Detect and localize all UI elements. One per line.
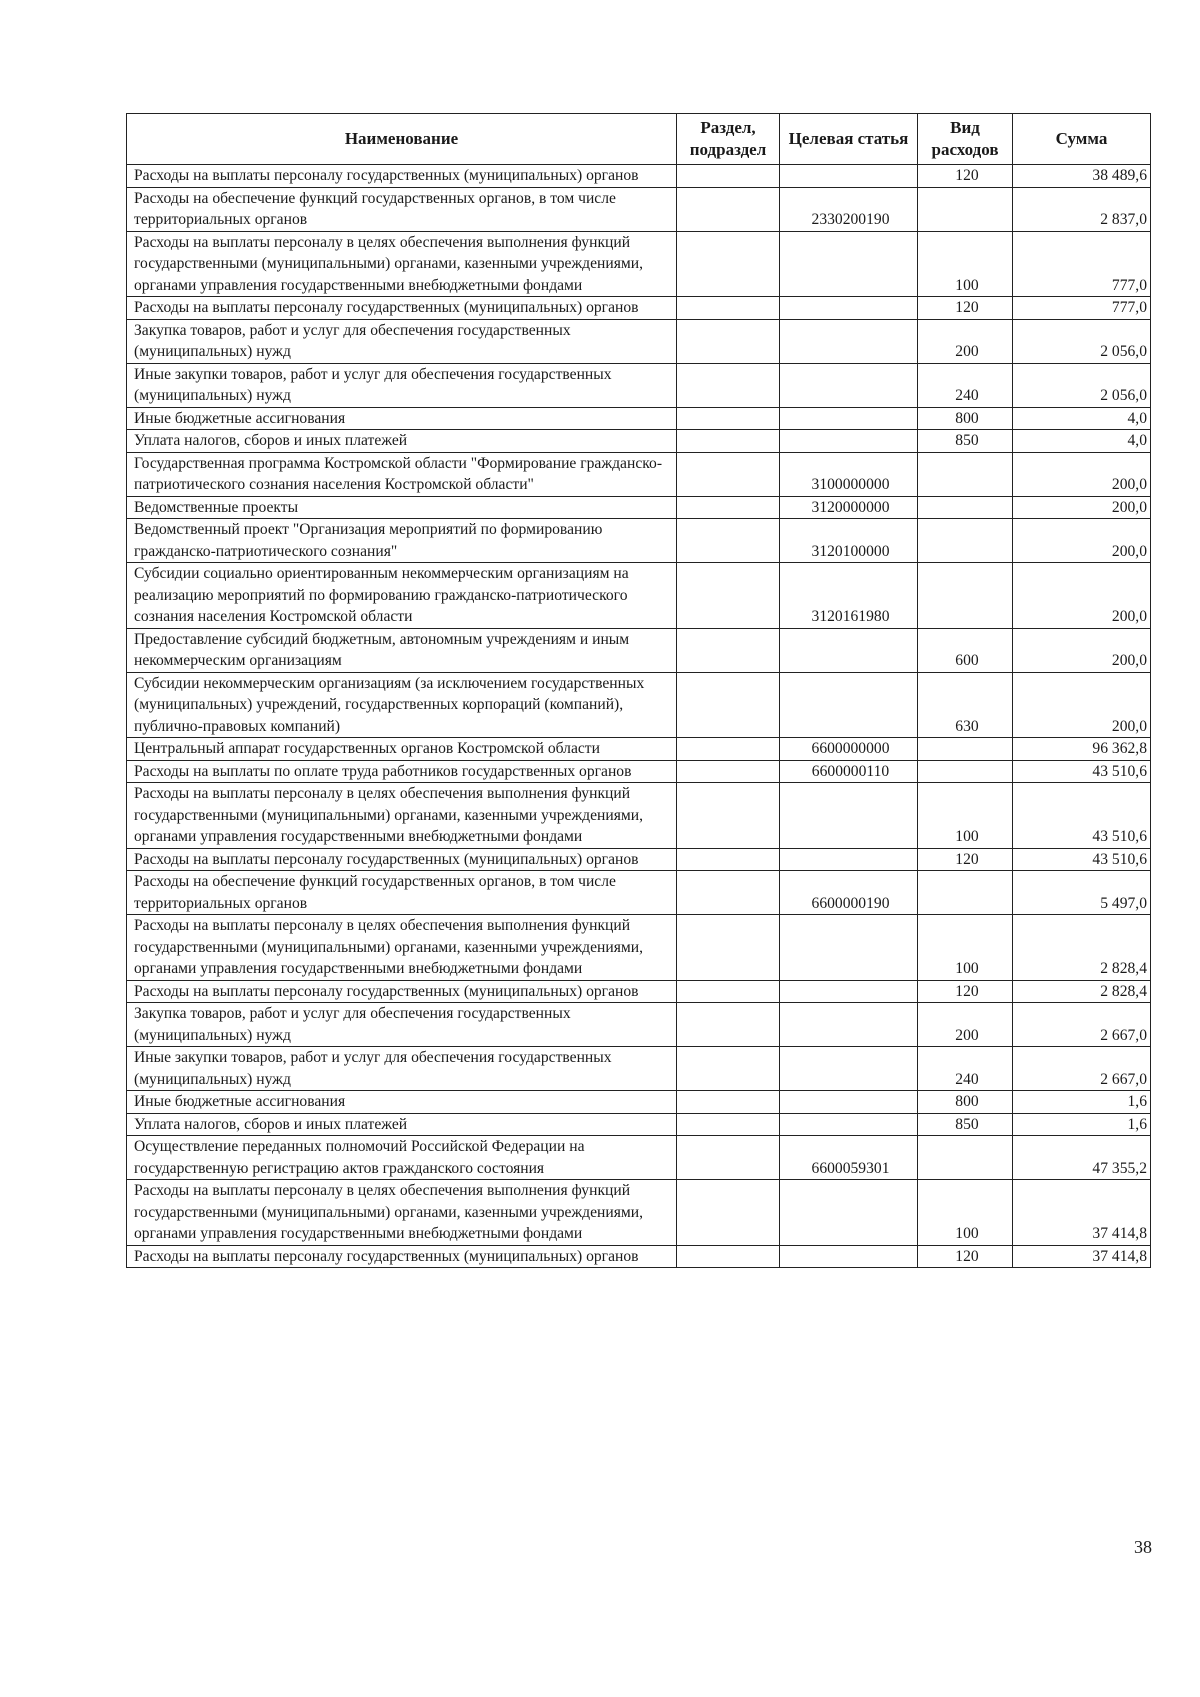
row-target-cell: 2330200190 (780, 187, 918, 231)
row-sum-cell: 200,0 (1013, 496, 1151, 519)
table-row (127, 1113, 1151, 1136)
row-section-cell (677, 915, 780, 981)
row-name-cell: Осуществление переданных полномочий Российской Федерации на государственную регистрацию актов гражданского состояния (127, 1136, 677, 1180)
row-name-cell: Субсидии некоммерческим организациям (за исключением государственных (муниципальных) учреждений, государственных корпораций (компаний), публично-правовых компаний) (127, 672, 677, 738)
row-name-cell: Ведомственный проект "Организация мероприятий по формированию гражданско-патриотического сознания" (127, 519, 677, 563)
row-kind-cell (918, 452, 1013, 496)
row-section-cell (677, 738, 780, 761)
row-name-cell: Расходы на выплаты персоналу государственных (муниципальных) органов (127, 1245, 677, 1268)
row-sum-cell: 777,0 (1013, 231, 1151, 297)
row-kind-cell: 850 (918, 1113, 1013, 1136)
row-name-cell: Расходы на выплаты персоналу в целях обеспечения выполнения функций государственными (муниципальными) органами, казенными учреждениями, органами управления государственными внебюджетными фондами (127, 1180, 677, 1246)
row-target-cell: 6600059301 (780, 1136, 918, 1180)
row-target-cell (780, 1113, 918, 1136)
table-row (127, 1003, 1151, 1047)
table-row (127, 1245, 1151, 1268)
row-section-cell (677, 519, 780, 563)
row-target-cell: 3100000000 (780, 452, 918, 496)
row-name-cell: Расходы на выплаты персоналу государственных (муниципальных) органов (127, 297, 677, 320)
row-section-cell (677, 452, 780, 496)
table-row (127, 430, 1151, 453)
row-target-cell (780, 319, 918, 363)
row-kind-cell: 200 (918, 1003, 1013, 1047)
row-target-cell (780, 672, 918, 738)
row-kind-cell: 120 (918, 297, 1013, 320)
row-section-cell (677, 760, 780, 783)
row-name-cell: Закупка товаров, работ и услуг для обеспечения государственных (муниципальных) нужд (127, 1003, 677, 1047)
table-row (127, 672, 1151, 738)
row-kind-cell (918, 1136, 1013, 1180)
row-kind-cell: 100 (918, 915, 1013, 981)
table-row (127, 738, 1151, 761)
row-target-cell (780, 1091, 918, 1114)
row-section-cell (677, 407, 780, 430)
row-sum-cell: 200,0 (1013, 628, 1151, 672)
row-sum-cell: 2 056,0 (1013, 319, 1151, 363)
row-section-cell (677, 165, 780, 188)
row-kind-cell (918, 519, 1013, 563)
row-kind-cell: 100 (918, 231, 1013, 297)
row-name-cell: Предоставление субсидий бюджетным, автономным учреждениям и иным некоммерческим организациям (127, 628, 677, 672)
row-kind-cell: 630 (918, 672, 1013, 738)
row-name-cell: Расходы на выплаты по оплате труда работников государственных органов (127, 760, 677, 783)
table-header (127, 114, 1151, 165)
table-row (127, 363, 1151, 407)
row-target-cell (780, 980, 918, 1003)
header-target: Целевая статья (780, 114, 918, 165)
row-section-cell (677, 563, 780, 629)
table-row (127, 1180, 1151, 1246)
row-name-cell: Иные закупки товаров, работ и услуг для обеспечения государственных (муниципальных) нужд (127, 1047, 677, 1091)
row-section-cell (677, 871, 780, 915)
table-row (127, 319, 1151, 363)
row-sum-cell: 2 828,4 (1013, 915, 1151, 981)
table-row (127, 760, 1151, 783)
row-sum-cell: 96 362,8 (1013, 738, 1151, 761)
row-sum-cell: 200,0 (1013, 563, 1151, 629)
row-target-cell: 3120100000 (780, 519, 918, 563)
table-row (127, 231, 1151, 297)
row-sum-cell: 1,6 (1013, 1091, 1151, 1114)
row-sum-cell: 2 828,4 (1013, 980, 1151, 1003)
row-section-cell (677, 980, 780, 1003)
row-target-cell: 3120161980 (780, 563, 918, 629)
row-name-cell: Иные бюджетные ассигнования (127, 1091, 677, 1114)
row-kind-cell (918, 760, 1013, 783)
row-name-cell: Закупка товаров, работ и услуг для обеспечения государственных (муниципальных) нужд (127, 319, 677, 363)
row-sum-cell: 1,6 (1013, 1113, 1151, 1136)
row-section-cell (677, 297, 780, 320)
row-name-cell: Центральный аппарат государственных органов Костромской области (127, 738, 677, 761)
row-target-cell (780, 297, 918, 320)
row-name-cell: Государственная программа Костромской области "Формирование гражданско-патриотического сознания населения Костромской области" (127, 452, 677, 496)
table-row (127, 187, 1151, 231)
budget-table (126, 113, 1151, 1268)
row-sum-cell: 43 510,6 (1013, 783, 1151, 849)
row-kind-cell (918, 871, 1013, 915)
row-kind-cell: 100 (918, 1180, 1013, 1246)
row-target-cell (780, 1047, 918, 1091)
table-row (127, 628, 1151, 672)
row-section-cell (677, 848, 780, 871)
row-section-cell (677, 1003, 780, 1047)
row-name-cell: Расходы на обеспечение функций государственных органов, в том числе территориальных органов (127, 871, 677, 915)
row-sum-cell: 200,0 (1013, 452, 1151, 496)
row-sum-cell: 200,0 (1013, 672, 1151, 738)
row-sum-cell: 37 414,8 (1013, 1180, 1151, 1246)
row-sum-cell: 47 355,2 (1013, 1136, 1151, 1180)
row-section-cell (677, 672, 780, 738)
row-section-cell (677, 231, 780, 297)
row-section-cell (677, 1113, 780, 1136)
row-sum-cell: 777,0 (1013, 297, 1151, 320)
row-target-cell (780, 363, 918, 407)
row-kind-cell: 120 (918, 165, 1013, 188)
row-kind-cell: 120 (918, 980, 1013, 1003)
row-target-cell (780, 1180, 918, 1246)
row-section-cell (677, 187, 780, 231)
row-section-cell (677, 783, 780, 849)
row-target-cell (780, 231, 918, 297)
table-row (127, 407, 1151, 430)
table-row (127, 783, 1151, 849)
header-row (127, 114, 1151, 165)
table-row (127, 871, 1151, 915)
row-section-cell (677, 1136, 780, 1180)
row-section-cell (677, 496, 780, 519)
row-target-cell (780, 407, 918, 430)
row-sum-cell: 2 056,0 (1013, 363, 1151, 407)
row-target-cell (780, 848, 918, 871)
header-name: Наименование (127, 114, 677, 165)
header-sum: Сумма (1013, 114, 1151, 165)
table-body (127, 165, 1151, 1268)
table-row (127, 563, 1151, 629)
row-name-cell: Расходы на обеспечение функций государственных органов, в том числе территориальных органов (127, 187, 677, 231)
row-target-cell: 6600000190 (780, 871, 918, 915)
row-kind-cell: 800 (918, 1091, 1013, 1114)
row-kind-cell (918, 563, 1013, 629)
row-section-cell (677, 1047, 780, 1091)
row-name-cell: Субсидии социально ориентированным некоммерческим организациям на реализацию мероприятий по формированию гражданско-патриотического сознания населения Костромской области (127, 563, 677, 629)
row-sum-cell: 200,0 (1013, 519, 1151, 563)
row-target-cell (780, 628, 918, 672)
row-target-cell (780, 915, 918, 981)
row-section-cell (677, 430, 780, 453)
table-row (127, 165, 1151, 188)
header-section: Раздел, подраздел (677, 114, 780, 165)
row-target-cell (780, 1245, 918, 1268)
row-sum-cell: 4,0 (1013, 430, 1151, 453)
row-target-cell: 6600000000 (780, 738, 918, 761)
header-kind: Вид расходов (918, 114, 1013, 165)
row-name-cell: Уплата налогов, сборов и иных платежей (127, 1113, 677, 1136)
row-target-cell (780, 165, 918, 188)
row-kind-cell (918, 496, 1013, 519)
row-name-cell: Расходы на выплаты персоналу в целях обеспечения выполнения функций государственными (муниципальными) органами, казенными учреждениями, органами управления государственными внебюджетными фондами (127, 915, 677, 981)
row-kind-cell (918, 738, 1013, 761)
table-row (127, 297, 1151, 320)
row-name-cell: Расходы на выплаты персоналу государственных (муниципальных) органов (127, 165, 677, 188)
row-name-cell: Иные бюджетные ассигнования (127, 407, 677, 430)
table-row (127, 915, 1151, 981)
row-sum-cell: 2 837,0 (1013, 187, 1151, 231)
row-kind-cell: 800 (918, 407, 1013, 430)
row-sum-cell: 5 497,0 (1013, 871, 1151, 915)
row-kind-cell: 200 (918, 319, 1013, 363)
row-name-cell: Расходы на выплаты персоналу в целях обеспечения выполнения функций государственными (муниципальными) органами, казенными учреждениями, органами управления государственными внебюджетными фондами (127, 231, 677, 297)
row-kind-cell: 600 (918, 628, 1013, 672)
row-kind-cell (918, 187, 1013, 231)
row-kind-cell: 100 (918, 783, 1013, 849)
row-name-cell: Расходы на выплаты персоналу в целях обеспечения выполнения функций государственными (муниципальными) органами, казенными учреждениями, органами управления государственными внебюджетными фондами (127, 783, 677, 849)
row-name-cell: Расходы на выплаты персоналу государственных (муниципальных) органов (127, 848, 677, 871)
page-number: 38 (1134, 1537, 1152, 1557)
row-kind-cell: 240 (918, 1047, 1013, 1091)
table-row (127, 848, 1151, 871)
row-name-cell: Ведомственные проекты (127, 496, 677, 519)
row-kind-cell: 850 (918, 430, 1013, 453)
row-name-cell: Расходы на выплаты персоналу государственных (муниципальных) органов (127, 980, 677, 1003)
row-sum-cell: 2 667,0 (1013, 1047, 1151, 1091)
row-target-cell: 6600000110 (780, 760, 918, 783)
row-target-cell: 3120000000 (780, 496, 918, 519)
table-row (127, 1136, 1151, 1180)
row-kind-cell: 120 (918, 848, 1013, 871)
row-sum-cell: 37 414,8 (1013, 1245, 1151, 1268)
row-name-cell: Иные закупки товаров, работ и услуг для обеспечения государственных (муниципальных) нужд (127, 363, 677, 407)
row-sum-cell: 43 510,6 (1013, 848, 1151, 871)
table-row (127, 452, 1151, 496)
row-kind-cell: 240 (918, 363, 1013, 407)
row-sum-cell: 43 510,6 (1013, 760, 1151, 783)
row-section-cell (677, 1245, 780, 1268)
row-sum-cell: 2 667,0 (1013, 1003, 1151, 1047)
row-section-cell (677, 363, 780, 407)
table-row (127, 980, 1151, 1003)
row-sum-cell: 38 489,6 (1013, 165, 1151, 188)
row-kind-cell: 120 (918, 1245, 1013, 1268)
row-name-cell: Уплата налогов, сборов и иных платежей (127, 430, 677, 453)
table-row (127, 1091, 1151, 1114)
row-sum-cell: 4,0 (1013, 407, 1151, 430)
row-target-cell (780, 1003, 918, 1047)
row-section-cell (677, 319, 780, 363)
table-row (127, 496, 1151, 519)
row-target-cell (780, 430, 918, 453)
table-row (127, 1047, 1151, 1091)
row-section-cell (677, 1180, 780, 1246)
row-section-cell (677, 1091, 780, 1114)
row-target-cell (780, 783, 918, 849)
table-row (127, 519, 1151, 563)
row-section-cell (677, 628, 780, 672)
